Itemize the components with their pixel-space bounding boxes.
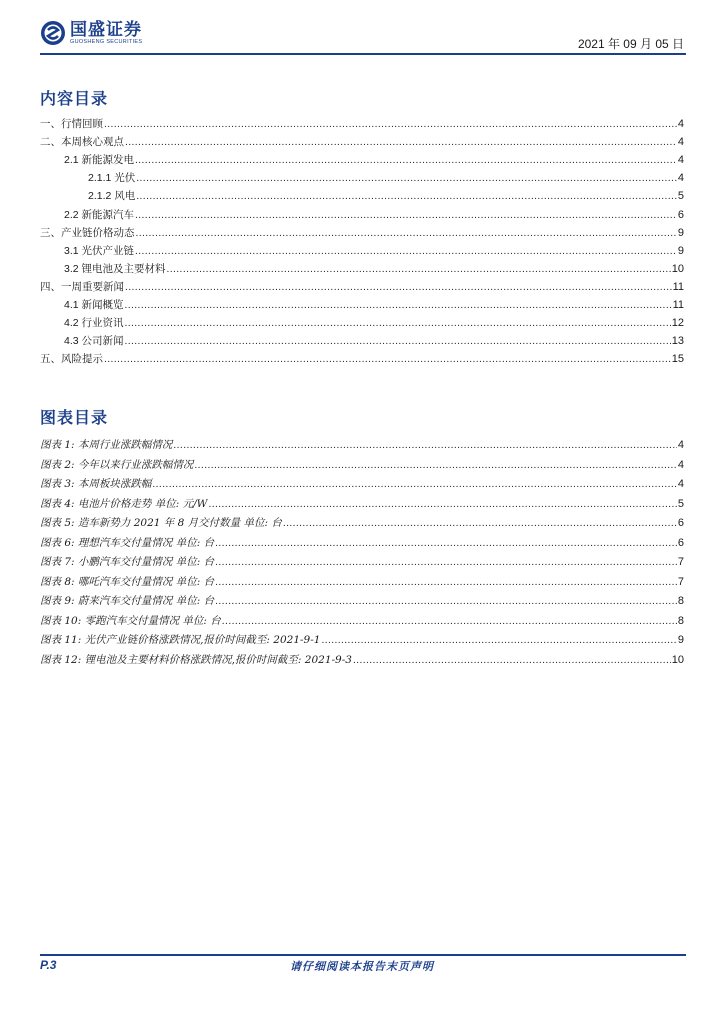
toc-entry[interactable] <box>64 298 684 313</box>
brand-logo <box>40 20 142 46</box>
toc-entry-number: 4.1 <box>64 299 82 311</box>
figure-entry-label: 图表 11: 光伏产业链价格涨跌情况,报价时间截至: 2021-9-1 <box>40 634 321 646</box>
toc-entry-page: 4 <box>677 118 684 130</box>
figure-entry-label: 图表 5: 造车新势力 2021 年 8 月交付数量 单位: 台 <box>40 517 282 529</box>
toc-entry-number: 3.1 <box>64 244 82 257</box>
toc-entry-text: 四、一周重要新闻 <box>40 280 124 293</box>
toc-entry-label <box>40 226 135 241</box>
toc-entry-page: 11 <box>672 299 684 311</box>
toc-entry-text: 风电 <box>114 190 136 203</box>
leader-dots <box>125 335 671 350</box>
leader-dots <box>215 576 677 591</box>
figure-entry-page: 8 <box>677 595 684 607</box>
figure-entry[interactable] <box>40 497 684 512</box>
toc-entry-text: 新能源发电 <box>81 154 135 167</box>
toc-entry[interactable] <box>88 189 684 204</box>
leader-dots <box>167 263 671 278</box>
toc-entry[interactable] <box>64 208 684 223</box>
leader-dots <box>152 478 676 493</box>
toc-entry-text: 新闻概览 <box>81 299 124 311</box>
figure-entry-label: 图表 4: 电池片价格走势 单位: 元/W <box>40 497 208 510</box>
toc-entry-number: 2.1 <box>64 154 82 167</box>
toc-entry[interactable] <box>64 334 684 349</box>
toc-entry-label <box>64 208 134 223</box>
figure-entry[interactable] <box>40 594 684 609</box>
toc-title: 内容目录 <box>40 89 109 108</box>
toc-entry-number: 2.1.2 <box>88 190 115 203</box>
figure-entry[interactable] <box>40 633 684 648</box>
toc-entry-text: 三、产业链价格动态 <box>40 226 135 239</box>
figure-entry[interactable] <box>40 438 684 453</box>
toc-entry-label <box>64 153 134 168</box>
toc-entry[interactable] <box>40 117 684 132</box>
leader-dots <box>104 353 671 368</box>
figure-entry[interactable] <box>40 555 684 570</box>
toc-entry-number: 2.1.1 <box>88 172 115 185</box>
figure-entry-label: 图表 3: 本周板块涨跌幅 <box>40 478 152 490</box>
toc-entry[interactable] <box>40 352 684 367</box>
toc-entry-text: 五、风险提示 <box>40 353 103 366</box>
toc-entry-page: 4 <box>677 154 684 167</box>
toc-entry-label <box>88 171 135 186</box>
toc-entry-label <box>64 334 124 349</box>
figure-entry-label: 图表 7: 小鹏汽车交付量情况 单位: 台 <box>40 556 215 568</box>
figure-entry-page: 4 <box>677 478 684 490</box>
toc-entry[interactable] <box>40 135 684 150</box>
figure-entry-page: 7 <box>677 575 684 588</box>
figure-entry[interactable] <box>40 614 684 629</box>
figure-entry-page: 5 <box>677 497 684 510</box>
guosheng-logo-icon <box>40 20 66 46</box>
report-date: 2021 年 09 月 05 日 <box>577 37 684 51</box>
toc-entry-text: 公司新闻 <box>81 335 124 348</box>
toc-entry-page: 15 <box>671 353 684 366</box>
leader-dots <box>136 190 677 205</box>
leader-dots <box>222 615 677 630</box>
toc-entry[interactable] <box>40 280 684 295</box>
toc-entry-page: 13 <box>671 335 684 348</box>
toc-entry-page: 11 <box>672 280 684 293</box>
figure-entry-label: 图表 8: 哪吒汽车交付量情况 单位: 台 <box>40 575 215 588</box>
leader-dots <box>135 154 677 169</box>
figure-entry-label: 图表 10: 零跑汽车交付量情况 单位: 台 <box>40 614 221 627</box>
leader-dots <box>215 556 677 571</box>
figures-title: 图表目录 <box>40 408 109 427</box>
toc-entry[interactable] <box>64 153 684 168</box>
toc-entry-page: 4 <box>677 136 684 149</box>
toc-entry-page: 9 <box>677 226 684 239</box>
figure-entry[interactable] <box>40 477 684 492</box>
toc-entry-label <box>64 298 124 313</box>
leader-dots <box>125 136 677 151</box>
figure-entry[interactable] <box>40 536 684 551</box>
figure-entry-label: 图表 6: 理想汽车交付量情况 单位: 台 <box>40 536 215 549</box>
toc-entry-number: 3.2 <box>64 262 82 275</box>
brand-name-cn: 国盛证券 <box>70 19 142 40</box>
toc-entry-text: 光伏产业链 <box>81 244 135 257</box>
figure-entry[interactable] <box>40 516 684 531</box>
figure-entry-page: 4 <box>677 458 684 471</box>
toc-entry[interactable] <box>64 262 684 277</box>
toc-entry-label <box>64 244 134 259</box>
toc-entry-page: 12 <box>671 317 684 330</box>
figure-entry-page: 6 <box>677 536 684 549</box>
figure-entry-page: 7 <box>677 556 684 568</box>
toc-entry-label <box>40 352 103 367</box>
figure-entry-label: 图表 1: 本周行业涨跌幅情况 <box>40 439 173 451</box>
toc-entry-text: 锂电池及主要材料 <box>81 262 166 275</box>
toc-entry-page: 5 <box>677 190 684 203</box>
toc-entry-text: 新能源汽车 <box>81 208 135 221</box>
page-number: P.3 <box>40 958 57 972</box>
leader-dots <box>208 498 676 513</box>
leader-dots <box>353 654 671 669</box>
page-header <box>40 20 686 54</box>
leader-dots <box>321 634 676 649</box>
toc-entry-label <box>64 262 166 277</box>
figure-entry-label: 图表 12: 锂电池及主要材料价格涨跌情况,报价时间截至: 2021-9-3 <box>40 653 352 666</box>
toc-entry[interactable] <box>88 171 684 186</box>
figure-entry-page: 8 <box>677 614 684 627</box>
header-divider <box>40 53 686 55</box>
figure-entry-page: 10 <box>671 653 684 666</box>
leader-dots <box>135 209 677 224</box>
toc-entry-number: 2.2 <box>64 208 82 221</box>
toc-entry-text: 光伏 <box>114 172 136 185</box>
toc-entry-number: 4.2 <box>64 317 82 330</box>
figure-entry[interactable] <box>40 458 684 473</box>
leader-dots <box>125 299 672 314</box>
toc-entry-page: 10 <box>671 262 684 275</box>
leader-dots <box>173 439 676 454</box>
leader-dots <box>125 281 672 296</box>
toc-entry-label <box>40 135 124 150</box>
brand-name-en: GUOSHENG SECURITIES <box>70 38 143 45</box>
toc-entry-label <box>64 316 124 331</box>
toc-entry-text: 一、行情回顾 <box>40 118 103 130</box>
leader-dots <box>283 517 677 532</box>
toc-entry-page: 4 <box>677 172 684 185</box>
leader-dots <box>104 118 677 133</box>
leader-dots <box>215 595 677 610</box>
figure-entry[interactable] <box>40 575 684 590</box>
figure-entry-page: 6 <box>677 517 684 529</box>
footer-divider <box>40 954 686 956</box>
toc-entry-text: 二、本周核心观点 <box>40 136 124 149</box>
leader-dots <box>135 245 677 260</box>
toc-entry[interactable] <box>64 316 684 331</box>
figure-entry-page: 9 <box>677 634 684 646</box>
figure-entry[interactable] <box>40 653 684 668</box>
toc-entry[interactable] <box>40 226 684 241</box>
leader-dots <box>136 227 677 242</box>
figure-entry-page: 4 <box>677 439 684 451</box>
leader-dots <box>125 317 671 332</box>
toc-entry-page: 6 <box>677 208 684 221</box>
toc-entry-text: 行业资讯 <box>81 317 124 330</box>
leader-dots <box>194 459 676 474</box>
leader-dots <box>215 537 677 552</box>
toc-entry-number: 4.3 <box>64 335 82 348</box>
toc-entry[interactable] <box>64 244 684 259</box>
toc-entry-page: 9 <box>677 244 684 257</box>
toc-entry-label <box>40 280 124 295</box>
toc-entry-label <box>88 189 135 204</box>
disclaimer-note: 请仔细阅读本报告末页声明 <box>290 960 434 973</box>
toc-entry-label <box>40 117 103 132</box>
figure-entry-label: 图表 2: 今年以来行业涨跌幅情况 <box>40 458 194 471</box>
leader-dots <box>136 172 677 187</box>
figure-entry-label: 图表 9: 蔚来汽车交付量情况 单位: 台 <box>40 595 215 607</box>
